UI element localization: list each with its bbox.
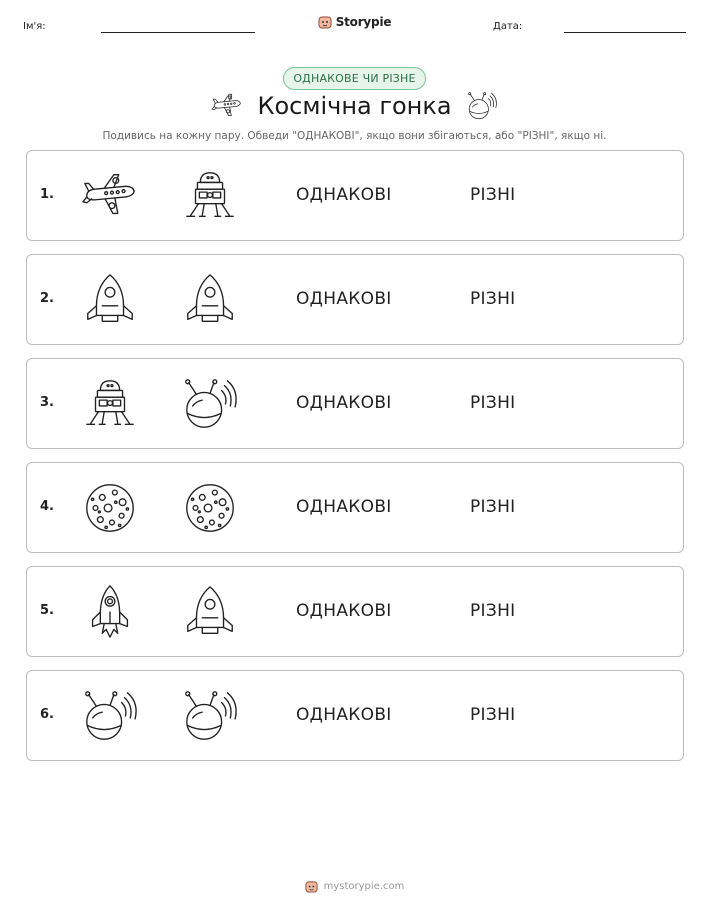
footer-url[interactable]: mystorypie.com — [323, 881, 405, 892]
brand-logo — [0, 14, 709, 33]
question-row-1 — [26, 150, 684, 241]
date-label: Дата: — [493, 21, 523, 32]
different-option[interactable]: РІЗНІ — [470, 185, 516, 205]
question-row-3 — [26, 358, 684, 449]
worksheet-type-badge: ОДНАКОВЕ ЧИ РІЗНЕ — [283, 67, 425, 90]
satellite-icon — [81, 687, 139, 745]
question-row-4 — [26, 462, 684, 553]
same-option[interactable]: ОДНАКОВІ — [296, 185, 392, 205]
question-number: 1. — [40, 187, 54, 202]
question-row-2 — [26, 254, 684, 345]
moon-icon — [181, 479, 239, 537]
question-number: 4. — [40, 499, 54, 514]
question-row-5 — [26, 566, 684, 657]
rocket-with-flame-icon — [81, 583, 139, 641]
instructions: Подивись на кожну пару. Обведи "ОДНАКОВІ", якщо вони збігаються, або "РІЗНІ", якщо ні. — [102, 130, 607, 142]
different-option[interactable]: РІЗНІ — [470, 289, 516, 309]
same-option[interactable]: ОДНАКОВІ — [296, 601, 392, 621]
storypie-logo-icon — [318, 15, 332, 29]
name-label: Ім'я: — [23, 21, 46, 32]
satellite-icon — [181, 687, 239, 745]
airplane-icon — [81, 167, 139, 225]
question-row-6 — [26, 670, 684, 761]
different-option[interactable]: РІЗНІ — [470, 497, 516, 517]
satellite-icon — [181, 375, 239, 433]
lunar-lander-icon — [81, 375, 139, 433]
date-input-line[interactable] — [564, 32, 686, 33]
different-option[interactable]: РІЗНІ — [470, 705, 516, 725]
satellite-icon — [466, 90, 498, 122]
same-option[interactable]: ОДНАКОВІ — [296, 497, 392, 517]
page-title: Космічна гонка — [257, 92, 452, 120]
different-option[interactable]: РІЗНІ — [470, 601, 516, 621]
rocket-icon — [181, 583, 239, 641]
footer — [0, 878, 709, 897]
rocket-icon — [81, 271, 139, 329]
question-number: 5. — [40, 603, 54, 618]
different-option[interactable]: РІЗНІ — [470, 393, 516, 413]
question-number: 6. — [40, 707, 54, 722]
airplane-icon — [211, 90, 243, 122]
same-option[interactable]: ОДНАКОВІ — [296, 289, 392, 309]
brand-name: Storypie — [335, 15, 392, 29]
same-option[interactable]: ОДНАКОВІ — [296, 705, 392, 725]
moon-icon — [81, 479, 139, 537]
question-number: 3. — [40, 395, 54, 410]
lunar-lander-icon — [181, 167, 239, 225]
storypie-logo-icon — [305, 880, 318, 893]
rocket-icon — [181, 271, 239, 329]
question-number: 2. — [40, 291, 54, 306]
same-option[interactable]: ОДНАКОВІ — [296, 393, 392, 413]
